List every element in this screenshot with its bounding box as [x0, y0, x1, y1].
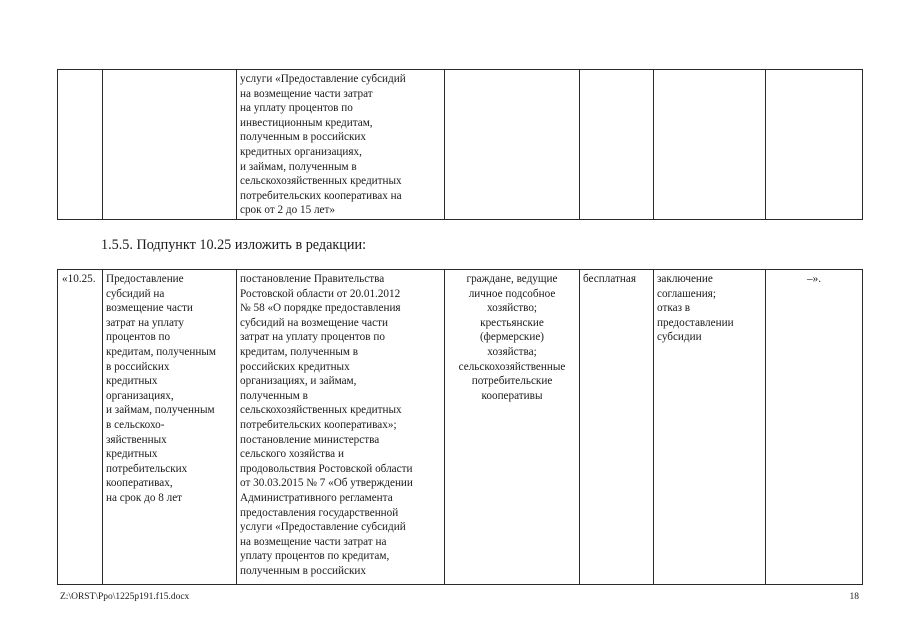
cell-result: [654, 70, 766, 220]
cell-legal-act: постановление Правительства Ростовской области от 20.01.2012 № 58 «О порядке предоставления субсидий на возмещение части затрат на уплату процентов по кредитам, полученным в российских кредитных организациях, и займам, полученным в сельскохозяйственных кредитных потребительских кооперативах»; постановление министерства сельского хозяйства и продовольствия Ростовской области от 30.03.2015 № 7 «Об утверждении Административного регламента предоставления государственной услуги «Предоставление субсидий на возмещение части затрат на уплату процентов по кредитам, полученным в российских: [237, 270, 445, 585]
footer-file-path: Z:\ORST\Ppo\1225p191.f15.docx: [60, 592, 190, 602]
table-new-edition: [57, 269, 863, 585]
cell-payment: бесплатная: [580, 270, 654, 585]
section-heading: 1.5.5. Подпункт 10.25 изложить в редакции:: [101, 237, 367, 253]
cell-number: [58, 70, 103, 220]
cell-payment: [580, 70, 654, 220]
cell-result: заключение соглашения; отказ в предоставлении субсидии: [654, 270, 766, 585]
cell-recipients: граждане, ведущие личное подсобное хозяйство; крестьянские (фермерские) хозяйства; сельскохозяйственные потребительские кооперативы: [445, 270, 580, 585]
table-row: [58, 270, 863, 585]
cell-service-name: [103, 70, 237, 220]
cell-note: –».: [766, 270, 863, 585]
table-continued: [57, 69, 863, 220]
cell-number: «10.25.: [58, 270, 103, 585]
cell-service-name: Предоставление субсидий на возмещение части затрат на уплату процентов по кредитам, полученным в российских кредитных организациях, и займам, полученным в сельскохо- зяйственных кредитных потребительских кооперативах, на срок до 8 лет: [103, 270, 237, 585]
cell-recipients: [445, 70, 580, 220]
page-number: 18: [849, 592, 859, 602]
cell-note: [766, 70, 863, 220]
table-row: [58, 70, 863, 220]
cell-legal-act: услуги «Предоставление субсидий на возмещение части затрат на уплату процентов по инвестиционным кредитам, полученным в российских кредитных организациях, и займам, полученным в сельскохозяйственных кредитных потребительских кооперативах на срок от 2 до 15 лет»: [237, 70, 445, 220]
